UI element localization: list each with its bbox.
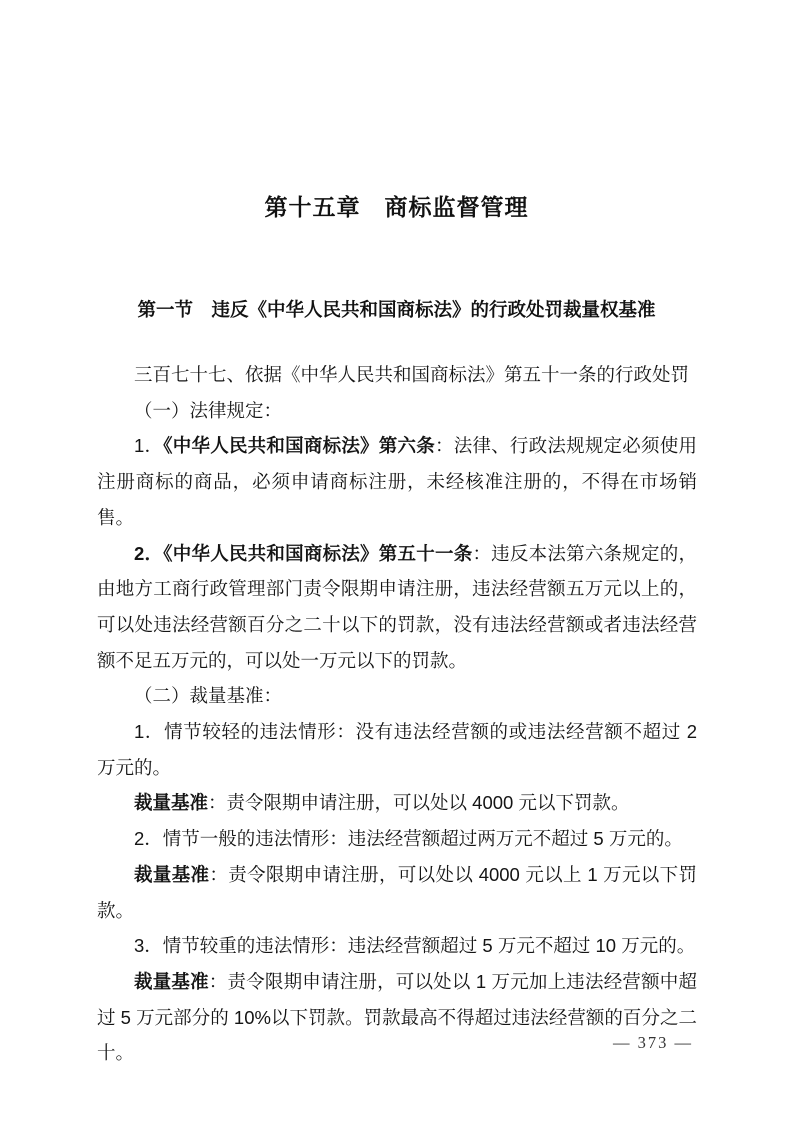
benchmark1-text: ：责令限期申请注册，可以处以 4000 元以下罚款。 — [208, 792, 630, 814]
law1-reference: 《中华人民共和国商标法》第六条 — [163, 435, 435, 457]
law2-text: ：违反本法第六条规定的，由地方工商行政管理部门责令限期申请注册，违法经营额五万元以上的，可以处违法经营额百分之二十以下的罚款，没有违法经营额或者违法经营额不足五万元的，可以处一万元以下的罚款。 — [97, 542, 697, 671]
benchmark3-label: 裁量基准 — [134, 970, 209, 992]
paragraph-law2 — [97, 536, 697, 679]
benchmark2-text: ：责令限期申请注册，可以处以 4000 元以上 1 万元以下罚款。 — [97, 863, 697, 921]
paragraph-item-heading: 三百七十七、依据《中华人民共和国商标法》第五十一条的行政处罚 — [134, 364, 690, 385]
law1-number: 1． — [134, 435, 164, 457]
law1-text: ：法律、行政法规规定必须使用注册商标的商品，必须申请商标注册，未经核准注册的，不得在市场销售。 — [97, 435, 697, 528]
paragraph-part2-heading: （二）裁量基准： — [134, 685, 283, 707]
section-title: 第一节 违反《中华人民共和国商标法》的行政处罚裁量权基准 — [137, 299, 656, 320]
paragraph-law1 — [97, 428, 697, 535]
paragraph-benchmark1 — [97, 785, 697, 821]
law2-reference: 2．《中华人民共和国商标法》第五十一条 — [134, 542, 473, 564]
paragraph-case3: 3．情节较重的违法情形：违法经营额超过 5 万元不超过 10 万元的。 — [134, 935, 696, 957]
paragraph-case1: 1．情节较轻的违法情形：没有违法经营额的或违法经营额不超过 2 万元的。 — [97, 721, 697, 778]
paragraph-benchmark2 — [97, 857, 697, 928]
benchmark3-text: ：责令限期申请注册，可以处以 1 万元加上违法经营额中超过 5 万元部分的 10%以下罚款。罚款最高不得超过违法经营额的百分之二十。 — [97, 970, 697, 1064]
chapter-title: 第十五章 商标监督管理 — [264, 194, 529, 220]
paragraph-part1-heading: （一）法律规定： — [134, 399, 283, 421]
paragraph-case2: 2．情节一般的违法情形：违法经营额超过两万元不超过 5 万元的。 — [134, 828, 683, 850]
benchmark1-label: 裁量基准 — [134, 792, 209, 814]
benchmark2-label: 裁量基准 — [134, 863, 210, 885]
paragraph-benchmark3 — [97, 964, 697, 1071]
document-body — [97, 357, 697, 1071]
page-number: — 373 — — [613, 1033, 693, 1052]
